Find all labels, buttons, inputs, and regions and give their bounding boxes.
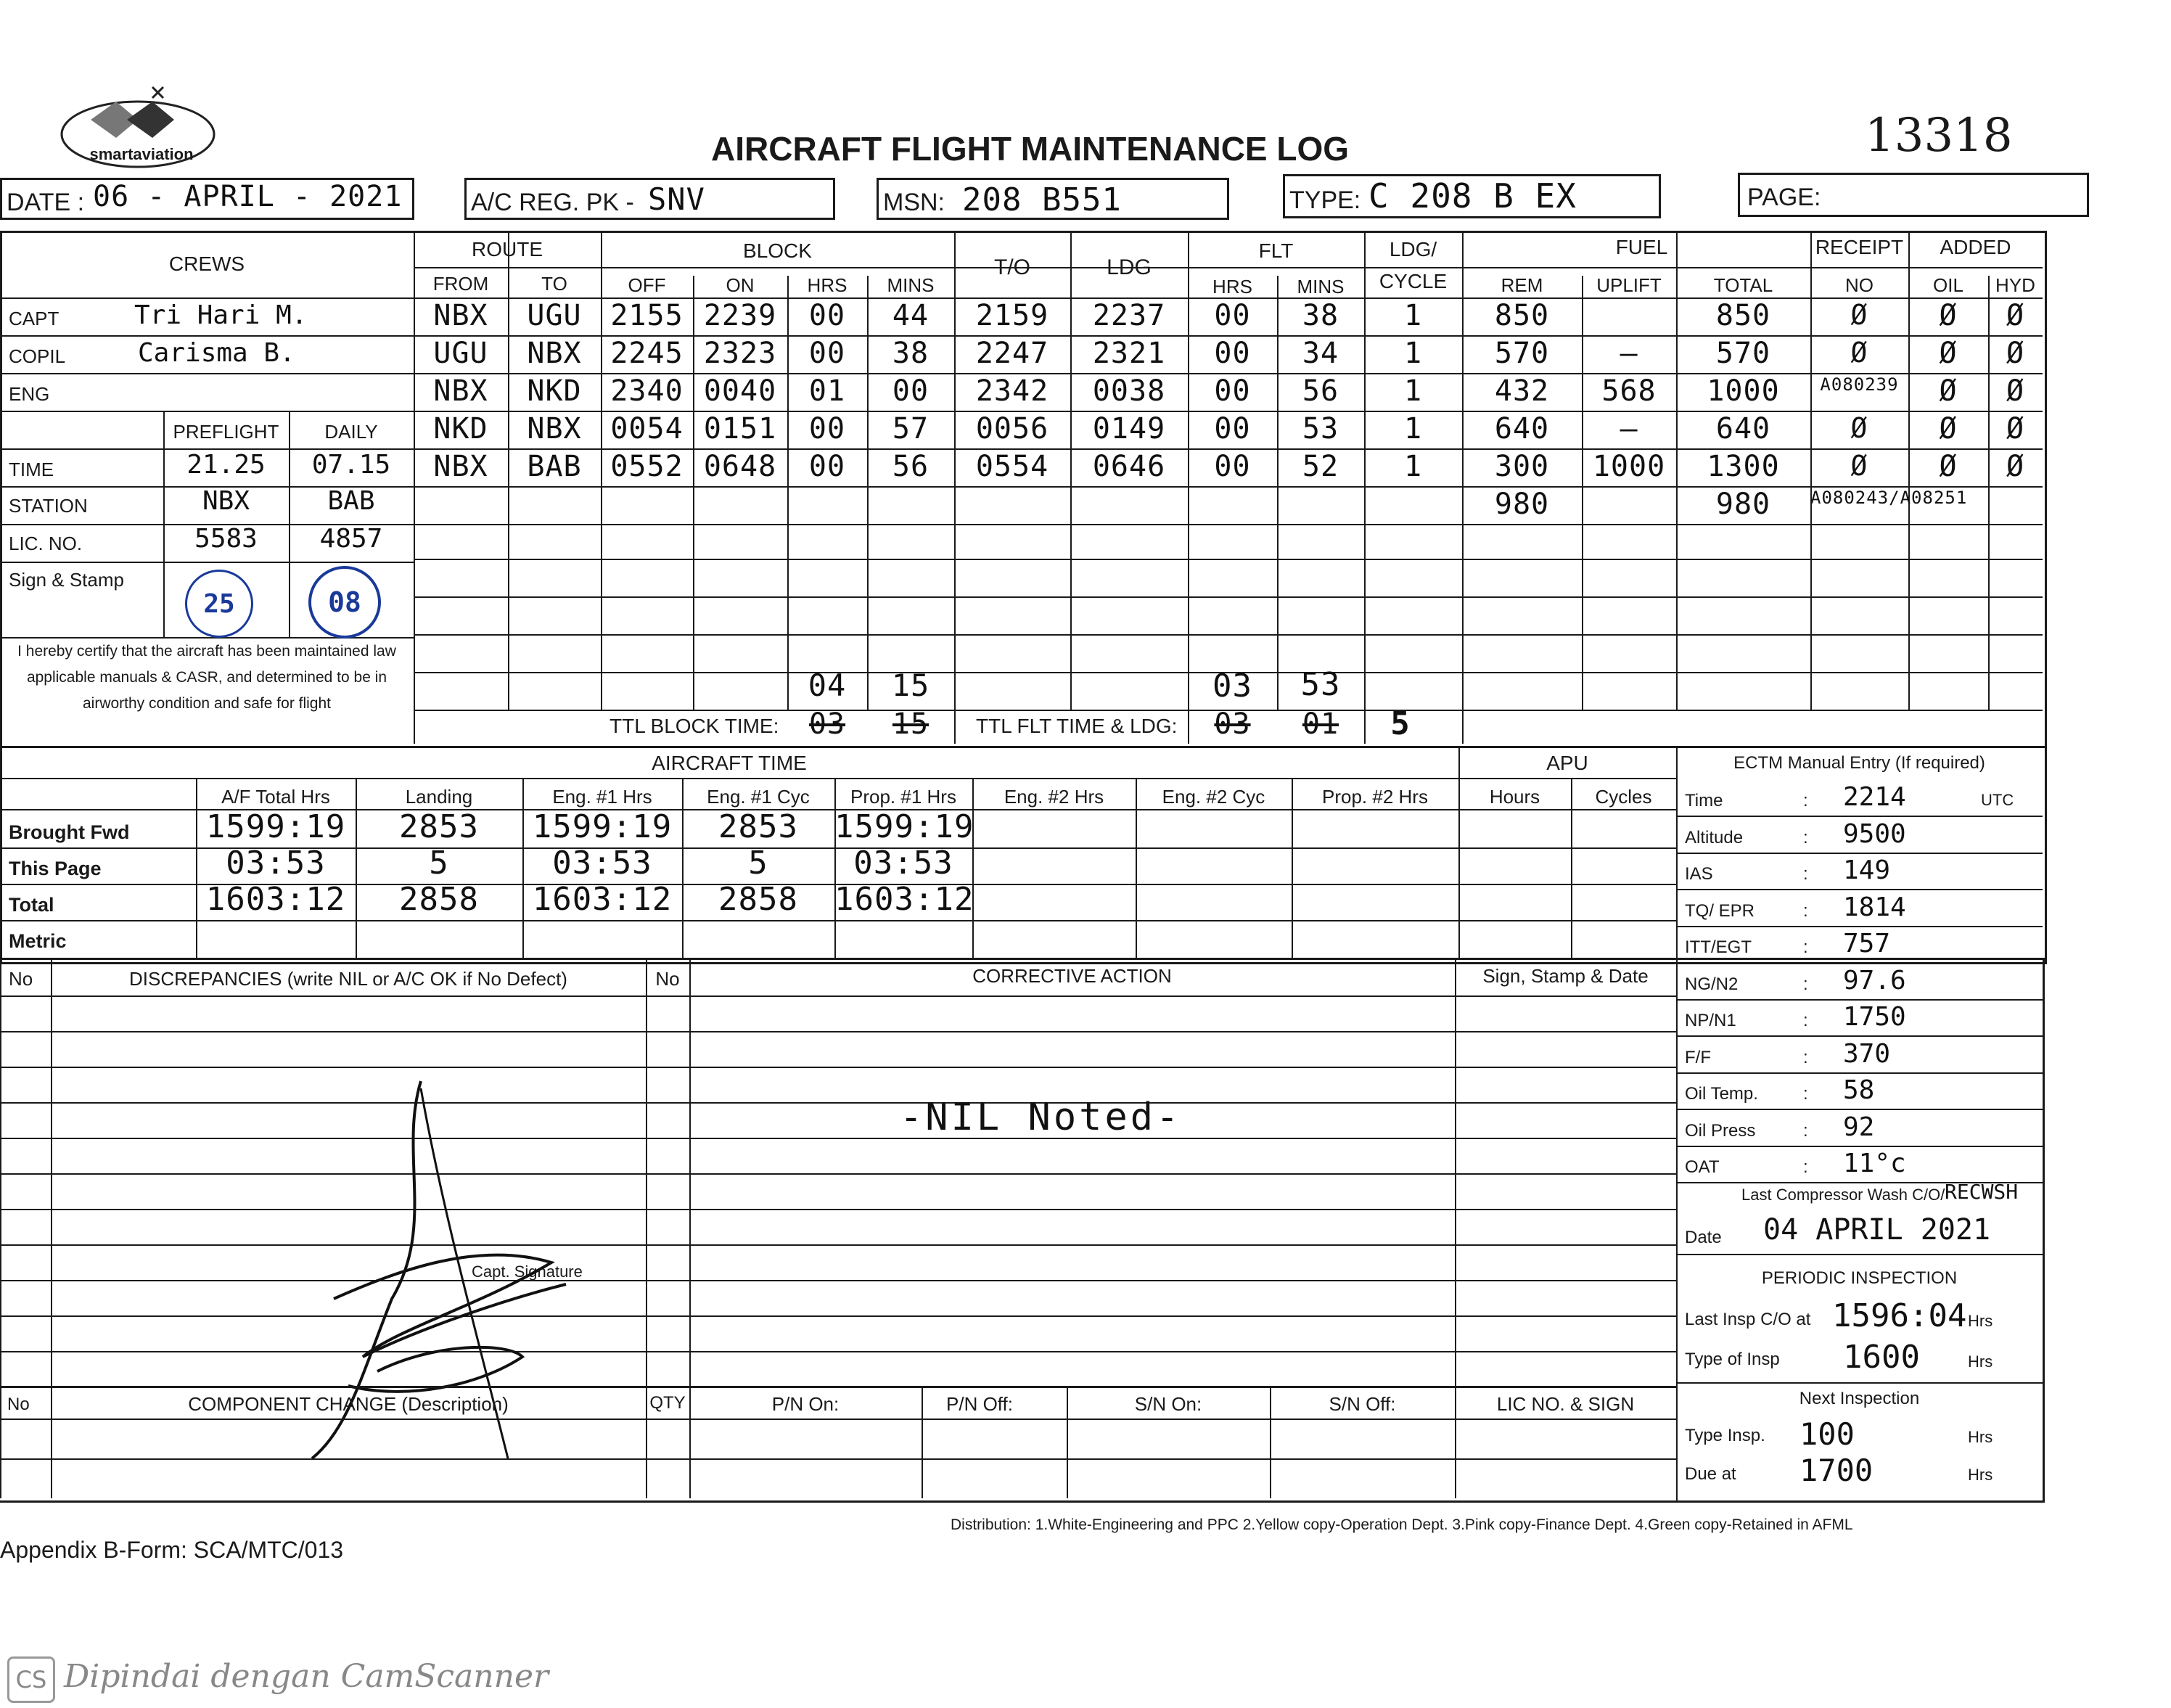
receipt-no: Ø: [1850, 450, 1868, 482]
flight-from: NKD: [433, 412, 488, 446]
copil-label: COPIL: [9, 345, 66, 367]
discrepancy-no: No: [9, 968, 33, 990]
flight-landing: 0038: [1092, 374, 1166, 408]
flight-landing: 0646: [1092, 450, 1166, 483]
ectm-label: TQ/ EPR: [1685, 900, 1755, 921]
flight-block-hrs: 00: [808, 450, 846, 483]
ttl-flt-hrs: 03: [1214, 707, 1251, 741]
type-insp-hrs: Hrs: [1968, 1352, 1993, 1371]
oil-added: Ø: [1939, 450, 1958, 483]
aircraft-time-cell: 1603:12: [205, 881, 346, 918]
flight-off: 2155: [610, 299, 684, 332]
compressor-label: Last Compressor Wash C/O/: [1741, 1186, 1945, 1204]
flight-cycle: 1: [1403, 374, 1423, 408]
time-daily: 07.15: [311, 450, 391, 480]
aircraft-time-row-label: Brought Fwd: [9, 821, 130, 843]
ttl-block-label: TTL BLOCK TIME:: [610, 715, 779, 737]
flight-flt-mins: 53: [1302, 412, 1339, 446]
type-insp-label: Type of Insp: [1685, 1350, 1780, 1369]
aircraft-time-cell: 1599:19: [205, 808, 346, 845]
ectm-colon: :: [1803, 1047, 1808, 1067]
preflight-stamp: [185, 570, 253, 638]
flight-off: 0054: [610, 412, 684, 446]
ttl-block-mins: 15: [892, 707, 929, 741]
time-preflight: 21.25: [186, 450, 266, 480]
col-rem: REM: [1501, 274, 1543, 296]
due-label: Due at: [1685, 1464, 1736, 1484]
component-sn-on: S/N On:: [1134, 1393, 1202, 1415]
fuel-uplift: –: [1620, 412, 1638, 446]
ectm-colon: :: [1803, 827, 1808, 847]
flight-flt-mins: 52: [1302, 450, 1339, 483]
col-block: BLOCK: [743, 239, 812, 262]
ectm-value: 92: [1843, 1112, 1875, 1142]
flight-off: 0552: [610, 450, 684, 483]
component-lic-sign: LIC NO. & SIGN: [1496, 1393, 1635, 1415]
ectm-unit: UTC: [1981, 791, 2014, 809]
flight-off: 2245: [610, 337, 684, 370]
aircraft-time-cell: 2858: [718, 881, 798, 918]
aircraft-time-header: Prop. #2 Hrs: [1322, 786, 1428, 808]
flight-to: NBX: [527, 412, 582, 446]
aircraft-time-cell: 03:53: [552, 845, 652, 882]
fuel-uplift: 568: [1601, 374, 1657, 408]
receipt-no: A080243/A08251: [1810, 488, 1968, 508]
date-value: 06 - APRIL - 2021: [93, 180, 403, 213]
oil-added: Ø: [1939, 374, 1958, 408]
fuel-rem: 640: [1494, 412, 1550, 446]
date-label: DATE :: [7, 189, 85, 216]
page-title: AIRCRAFT FLIGHT MAINTENANCE LOG: [711, 130, 1350, 168]
flight-flt-mins: 34: [1302, 337, 1339, 370]
flight-flt-hrs: 00: [1214, 374, 1251, 408]
col-receipt-no: NO: [1845, 274, 1874, 296]
flight-cycle: 1: [1403, 412, 1423, 446]
flight-on: 0648: [703, 450, 777, 483]
daily-stamp: [308, 566, 381, 639]
flight-on: 0151: [703, 412, 777, 446]
flight-takeoff: 2159: [975, 299, 1049, 332]
preflight-stamp-number: 25: [203, 588, 235, 619]
camscanner-watermark: Dipindai dengan CamScanner: [64, 1658, 549, 1695]
col-ldg-cycle-2: CYCLE: [1379, 270, 1448, 292]
page-label: PAGE:: [1747, 184, 1821, 211]
flight-block-hrs: 00: [808, 412, 846, 446]
ectm-value: 97.6: [1843, 965, 1906, 995]
ectm-date-value: 04 APRIL 2021: [1763, 1213, 1991, 1247]
page-box: [1738, 173, 2089, 217]
distribution-note: Distribution: 1.White-Engineering and PPC 2.Yellow copy-Operation Dept. 3.Pink copy-Finance Dept. 4.Green copy-Retained in AFML: [951, 1516, 1853, 1533]
next-type-label: Type Insp.: [1685, 1426, 1765, 1445]
ectm-label: IAS: [1685, 864, 1713, 884]
apu-title: APU: [1546, 752, 1588, 774]
component-no: No: [7, 1395, 30, 1414]
lic-daily: 4857: [319, 524, 383, 554]
corrective-no: No: [655, 968, 680, 990]
flight-block-hrs: 00: [808, 299, 846, 332]
station-preflight: NBX: [202, 486, 250, 516]
block-hrs-total: 04: [808, 668, 847, 703]
ectm-colon: :: [1803, 974, 1808, 994]
flight-block-mins: 38: [892, 337, 929, 370]
fuel-rem: 980: [1494, 488, 1550, 521]
receipt-no: A080239: [1820, 374, 1899, 395]
flight-from: UGU: [433, 337, 488, 370]
copil-name: Carisma B.: [138, 338, 295, 368]
ectm-label: OAT: [1685, 1157, 1720, 1177]
flight-takeoff: 0056: [975, 412, 1049, 446]
aircraft-time-header: Eng. #1 Hrs: [552, 786, 652, 808]
ectm-date-label: Date: [1685, 1228, 1722, 1247]
nil-noted-text: -NIL Noted-: [900, 1096, 1182, 1139]
col-from: FROM: [432, 273, 489, 295]
flight-to: NBX: [527, 337, 582, 370]
flight-on: 2323: [703, 337, 777, 370]
certification-text: I hereby certify that the aircraft has been maintained law applicable manuals & CASR, and determined to be in airworthy condition and safe for flight: [17, 643, 396, 712]
hyd-added: Ø: [2006, 412, 2025, 446]
ttl-flt-label: TTL FLT TIME & LDG:: [976, 715, 1178, 737]
daily-stamp-number: 08: [328, 586, 361, 618]
ectm-title: ECTM Manual Entry (If required): [1733, 753, 1985, 773]
due-value: 1700: [1799, 1453, 1874, 1488]
flight-from: NBX: [433, 450, 488, 483]
type-box: [1283, 174, 1661, 218]
flight-on: 0040: [703, 374, 777, 408]
aircraft-time-cell: 03:53: [853, 845, 953, 882]
flight-flt-mins: 38: [1302, 299, 1339, 332]
flight-cycle: 1: [1403, 337, 1423, 370]
block-mins-total: 15: [891, 668, 930, 703]
ectm-value: 757: [1843, 929, 1891, 958]
msn-label: MSN:: [883, 189, 945, 216]
aircraft-time-header: A/F Total Hrs: [221, 786, 330, 808]
component-pn-on: P/N On:: [771, 1393, 840, 1415]
preflight-label: PREFLIGHT: [173, 421, 279, 443]
col-receipt: RECEIPT: [1815, 236, 1904, 258]
due-hrs: Hrs: [1968, 1466, 1993, 1484]
flight-from: NBX: [433, 374, 488, 408]
receipt-no: Ø: [1850, 412, 1868, 444]
col-uplift: UPLIFT: [1596, 274, 1662, 296]
receipt-no: Ø: [1850, 299, 1868, 331]
flight-flt-hrs: 00: [1214, 412, 1251, 446]
ectm-colon: :: [1803, 1011, 1808, 1030]
ectm-label: F/F: [1685, 1047, 1711, 1067]
compressor-value: RECWSH: [1945, 1180, 2019, 1204]
aircraft-time-title: AIRCRAFT TIME: [652, 752, 807, 774]
flight-block-mins: 44: [892, 299, 929, 332]
ectm-label: Oil Press: [1685, 1120, 1756, 1141]
ectm-colon: :: [1803, 937, 1808, 957]
ectm-value: 2214: [1843, 782, 1906, 812]
col-flt: FLT: [1258, 239, 1294, 262]
next-inspection-title: Next Inspection: [1799, 1389, 1920, 1408]
flight-to: UGU: [527, 299, 582, 332]
ectm-colon: :: [1803, 1120, 1808, 1141]
col-hrs: HRS: [807, 274, 848, 296]
col-to: T/O: [994, 255, 1030, 279]
fuel-total: 640: [1715, 412, 1771, 446]
camscanner-icon: CS: [15, 1666, 47, 1693]
aircraft-time-header: Eng. #2 Hrs: [1004, 786, 1104, 808]
col-to2: TO: [541, 273, 567, 295]
logo-text: smartaviation: [89, 145, 194, 163]
periodic-inspection-title: PERIODIC INSPECTION: [1761, 1268, 1958, 1288]
last-insp-value: 1596:04: [1832, 1297, 1967, 1334]
type-insp-value: 1600: [1843, 1339, 1920, 1376]
ttl-landings: 5: [1390, 705, 1411, 742]
flight-flt-mins: 56: [1302, 374, 1339, 408]
aircraft-time-cell: 2858: [399, 881, 479, 918]
aircraft-time-cell: 5: [748, 845, 768, 882]
flight-block-hrs: 00: [808, 337, 846, 370]
ectm-value: 11°c: [1843, 1149, 1906, 1178]
component-qty: QTY: [649, 1393, 686, 1413]
col-route: ROUTE: [472, 238, 543, 260]
col-flt-hrs: HRS: [1212, 276, 1252, 297]
flight-takeoff: 0554: [975, 450, 1049, 483]
date-box: [0, 178, 414, 220]
time-label: TIME: [9, 459, 54, 480]
fuel-rem: 300: [1494, 450, 1550, 483]
aircraft-time-cell: 1599:19: [834, 808, 974, 845]
col-off: OFF: [628, 274, 666, 296]
apu-hours: Hours: [1489, 786, 1540, 808]
fuel-total: 850: [1715, 299, 1771, 332]
ectm-colon: :: [1803, 791, 1808, 810]
flight-cycle: 1: [1403, 450, 1423, 483]
aircraft-time-cell: 2853: [718, 808, 798, 845]
col-added: ADDED: [1940, 236, 2011, 258]
col-crews: CREWS: [168, 252, 245, 275]
ectm-value: 58: [1843, 1075, 1875, 1105]
flight-to: NKD: [527, 374, 582, 408]
fuel-total: 1300: [1707, 450, 1780, 483]
sign-stamp-date: Sign, Stamp & Date: [1482, 965, 1649, 987]
ectm-value: 1750: [1843, 1002, 1906, 1032]
flight-block-mins: 56: [892, 450, 929, 483]
fuel-uplift: 1000: [1592, 450, 1666, 483]
col-total: TOTAL: [1713, 274, 1773, 296]
aircraft-time-header: Eng. #2 Cyc: [1162, 786, 1265, 808]
last-insp-hrs: Hrs: [1968, 1312, 1993, 1330]
aircraft-time-cell: 1603:12: [834, 881, 974, 918]
capt-signature-label: Capt. Signature: [472, 1262, 583, 1281]
ectm-label: Altitude: [1685, 827, 1744, 847]
aircraft-time-cell: 5: [429, 845, 449, 882]
aircraft-time-header: Landing: [405, 786, 473, 808]
type-value: C 208 B EX: [1368, 176, 1577, 215]
discrepancy-title: DISCREPANCIES (write NIL or A/C OK if No Defect): [129, 968, 567, 990]
flight-takeoff: 2342: [975, 374, 1049, 408]
lic-preflight: 5583: [194, 524, 258, 554]
station-daily: BAB: [327, 486, 375, 516]
aircraft-time-row-label: This Page: [9, 858, 102, 879]
aircraft-time-row-label: Metric: [9, 930, 67, 952]
fuel-rem: 570: [1494, 337, 1550, 370]
col-fuel: FUEL: [1615, 236, 1668, 258]
reg-value: SNV: [648, 181, 705, 217]
eng-label: ENG: [9, 383, 50, 405]
ectm-value: 1814: [1843, 892, 1906, 922]
oil-added: Ø: [1939, 337, 1958, 370]
capt-label: CAPT: [9, 308, 59, 329]
company-logo: [58, 76, 225, 174]
fuel-rem: 850: [1494, 299, 1550, 332]
ttl-block-hrs: 03: [808, 707, 846, 741]
flight-block-hrs: 01: [808, 374, 846, 408]
daily-label: DAILY: [324, 421, 378, 443]
next-type-value: 100: [1799, 1416, 1855, 1452]
hyd-added: Ø: [2006, 374, 2025, 408]
hyd-added: Ø: [2006, 299, 2025, 332]
flight-on: 2239: [703, 299, 777, 332]
flt-hrs-total: 03: [1212, 668, 1252, 705]
ectm-colon: :: [1803, 900, 1808, 921]
reg-label: A/C REG. PK -: [471, 189, 634, 216]
oil-added: Ø: [1939, 412, 1958, 446]
next-type-hrs: Hrs: [1968, 1428, 1993, 1446]
flight-landing: 0149: [1092, 412, 1166, 446]
fuel-total: 570: [1715, 337, 1771, 370]
lic-label: LIC. NO.: [9, 533, 83, 554]
col-ldg-cycle-1: LDG/: [1389, 238, 1437, 260]
last-insp-label: Last Insp C/O at: [1685, 1310, 1811, 1329]
ectm-label: Time: [1685, 791, 1723, 810]
col-on: ON: [726, 274, 755, 296]
component-title: COMPONENT CHANGE (Description): [188, 1393, 509, 1415]
receipt-no: Ø: [1850, 337, 1868, 369]
hyd-added: Ø: [2006, 337, 2025, 370]
flt-mins-total: 53: [1300, 666, 1341, 703]
camscanner-badge: [7, 1656, 55, 1703]
aircraft-time-header: Prop. #1 Hrs: [850, 786, 956, 808]
msn-value: 208 B551: [962, 181, 1122, 218]
flight-flt-hrs: 00: [1214, 299, 1251, 332]
flight-from: NBX: [433, 299, 488, 332]
ectm-label: Oil Temp.: [1685, 1084, 1758, 1104]
type-label: TYPE:: [1289, 186, 1361, 214]
flight-flt-hrs: 00: [1214, 337, 1251, 370]
ectm-colon: :: [1803, 1084, 1808, 1104]
form-number: 13318: [1865, 109, 2013, 163]
aircraft-time-cell: 1603:12: [532, 881, 673, 918]
component-pn-off: P/N Off:: [946, 1393, 1013, 1415]
msn-box: [877, 178, 1229, 220]
aircraft-time-cell: 03:53: [226, 845, 326, 882]
ectm-colon: :: [1803, 1157, 1808, 1177]
ectm-colon: :: [1803, 864, 1808, 884]
corrective-title: CORRECTIVE ACTION: [972, 965, 1172, 987]
flight-landing: 2237: [1092, 299, 1166, 332]
col-oil: OIL: [1933, 274, 1963, 296]
col-hyd: HYD: [1995, 274, 2035, 296]
aircraft-time-cell: 2853: [399, 808, 479, 845]
fuel-total: 980: [1715, 488, 1771, 521]
ectm-label: NG/N2: [1685, 974, 1739, 994]
aircraft-time-cell: 1599:19: [532, 808, 673, 845]
ectm-label: ITT/EGT: [1685, 937, 1752, 957]
component-sn-off: S/N Off:: [1329, 1393, 1396, 1415]
col-ldg: LDG: [1107, 255, 1152, 279]
fuel-uplift: –: [1620, 337, 1638, 370]
flight-block-mins: 00: [892, 374, 929, 408]
col-flt-mins: MINS: [1297, 276, 1345, 297]
ectm-value: 370: [1843, 1038, 1891, 1069]
oil-added: Ø: [1939, 299, 1958, 332]
ectm-label: NP/N1: [1685, 1011, 1736, 1030]
fuel-total: 1000: [1707, 374, 1780, 408]
flight-landing: 2321: [1092, 337, 1166, 370]
station-label: STATION: [9, 495, 88, 517]
ttl-flt-mins: 01: [1302, 707, 1339, 741]
col-mins: MINS: [887, 274, 935, 296]
ectm-value: 9500: [1843, 818, 1906, 849]
capt-name: Tri Hari M.: [134, 300, 308, 330]
aircraft-time-row-label: Total: [9, 894, 54, 916]
flight-block-mins: 57: [892, 412, 929, 446]
aircraft-time-header: Eng. #1 Cyc: [707, 786, 810, 808]
appendix-label: Appendix B-Form: SCA/MTC/013: [0, 1537, 344, 1563]
ectm-value: 149: [1843, 855, 1891, 885]
flight-flt-hrs: 00: [1214, 450, 1251, 483]
reg-box: [464, 178, 835, 220]
fuel-rem: 432: [1494, 374, 1550, 408]
flight-takeoff: 2247: [975, 337, 1049, 370]
sign-stamp-label: Sign & Stamp: [9, 569, 124, 591]
flight-cycle: 1: [1403, 299, 1423, 332]
apu-cycles: Cycles: [1595, 786, 1652, 808]
hyd-added: Ø: [2006, 450, 2025, 483]
flight-off: 2340: [610, 374, 684, 408]
flight-to: BAB: [527, 450, 582, 483]
